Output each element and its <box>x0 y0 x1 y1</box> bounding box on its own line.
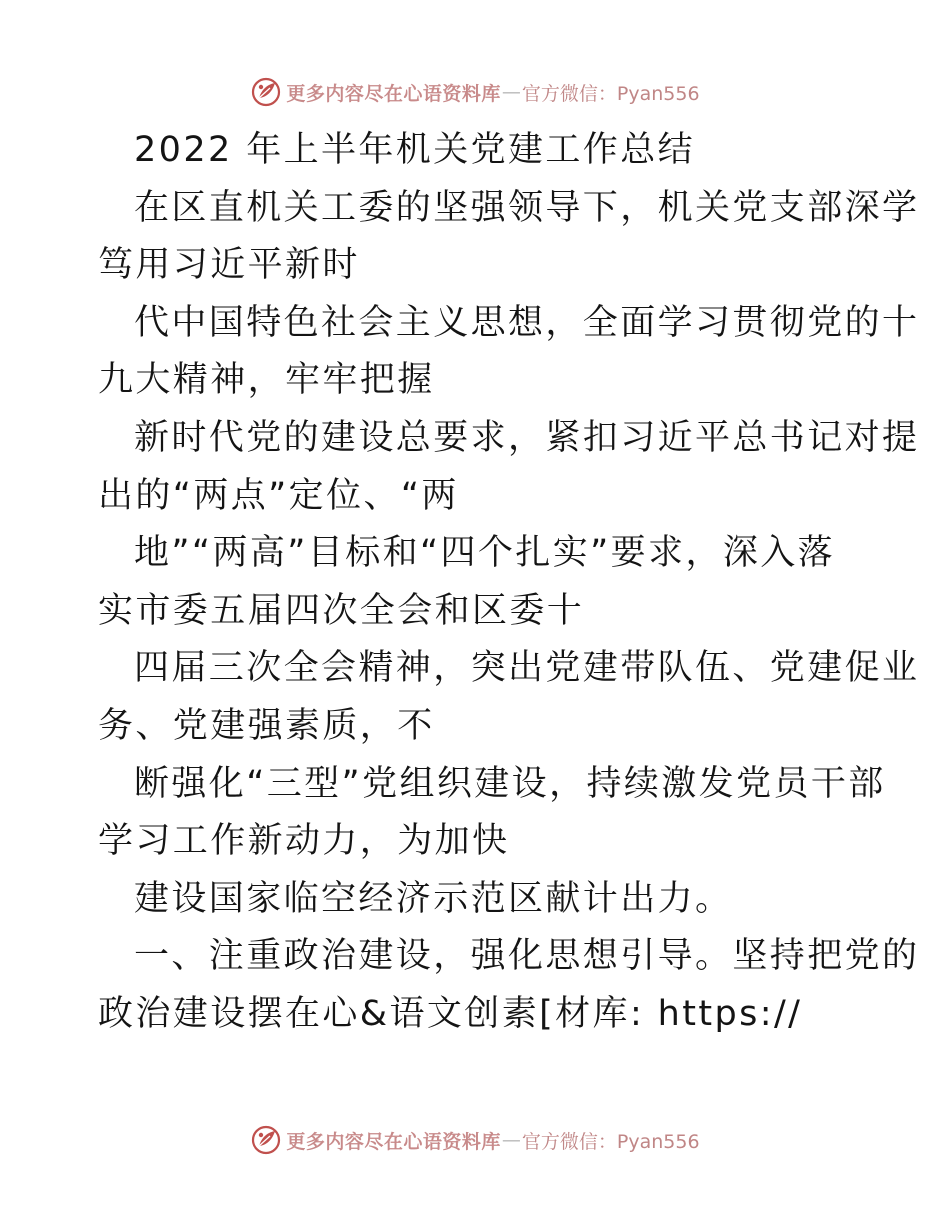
document-title: 2022 年上半年机关党建工作总结 <box>134 130 695 170</box>
header-banner <box>0 70 950 114</box>
header-banner-wechat: 官方微信：Pyan556 <box>521 82 700 105</box>
paragraph-line: 笃用习近平新时 <box>98 245 360 286</box>
red-leaf-seal-icon <box>250 1124 282 1156</box>
paragraph-line: 断强化“三型”党组织建设，持续激发党员干部 <box>134 763 886 804</box>
footer-banner <box>0 1118 950 1162</box>
paragraph-line: 九大精神，牢牢把握 <box>98 360 435 401</box>
red-leaf-seal-icon <box>250 76 282 108</box>
paragraph-line: 在区直机关工委的坚强领导下，机关党支部深学 <box>134 187 920 228</box>
footer-banner-wechat: 官方微信：Pyan556 <box>521 1130 700 1153</box>
header-banner-text: 更多内容尽在心语资料库 <box>286 82 501 105</box>
document-body <box>98 122 920 1044</box>
paragraph-line: 学习工作新动力，为加快 <box>98 821 510 862</box>
paragraph-line: 四届三次全会精神，突出党建带队伍、党建促业 <box>134 648 920 689</box>
paragraph-line: 地”“两高”目标和“四个扎实”要求，深入落 <box>134 533 836 574</box>
paragraph-line: 新时代党的建设总要求，紧扣习近平总书记对提 <box>134 417 920 458</box>
paragraph-line: 务、党建强素质，不 <box>98 705 435 746</box>
header-banner-dash: — <box>501 81 521 103</box>
paragraph-line: 实市委五届四次全会和区委十 <box>98 590 585 631</box>
section-heading-line: 一、注重政治建设，强化思想引导。坚持把党的 <box>134 936 920 977</box>
paragraph-line: 政治建设摆在心&语文创素[材库: https:// <box>98 993 803 1034</box>
paragraph-line: 出的“两点”定位、“两 <box>98 475 459 516</box>
paragraph-line: 代中国特色社会主义思想，全面学习贯彻党的十 <box>134 302 920 343</box>
footer-banner-dash: — <box>501 1129 521 1151</box>
footer-banner-text: 更多内容尽在心语资料库 <box>286 1130 501 1153</box>
paragraph-line: 建设国家临空经济示范区献计出力。 <box>134 878 733 919</box>
